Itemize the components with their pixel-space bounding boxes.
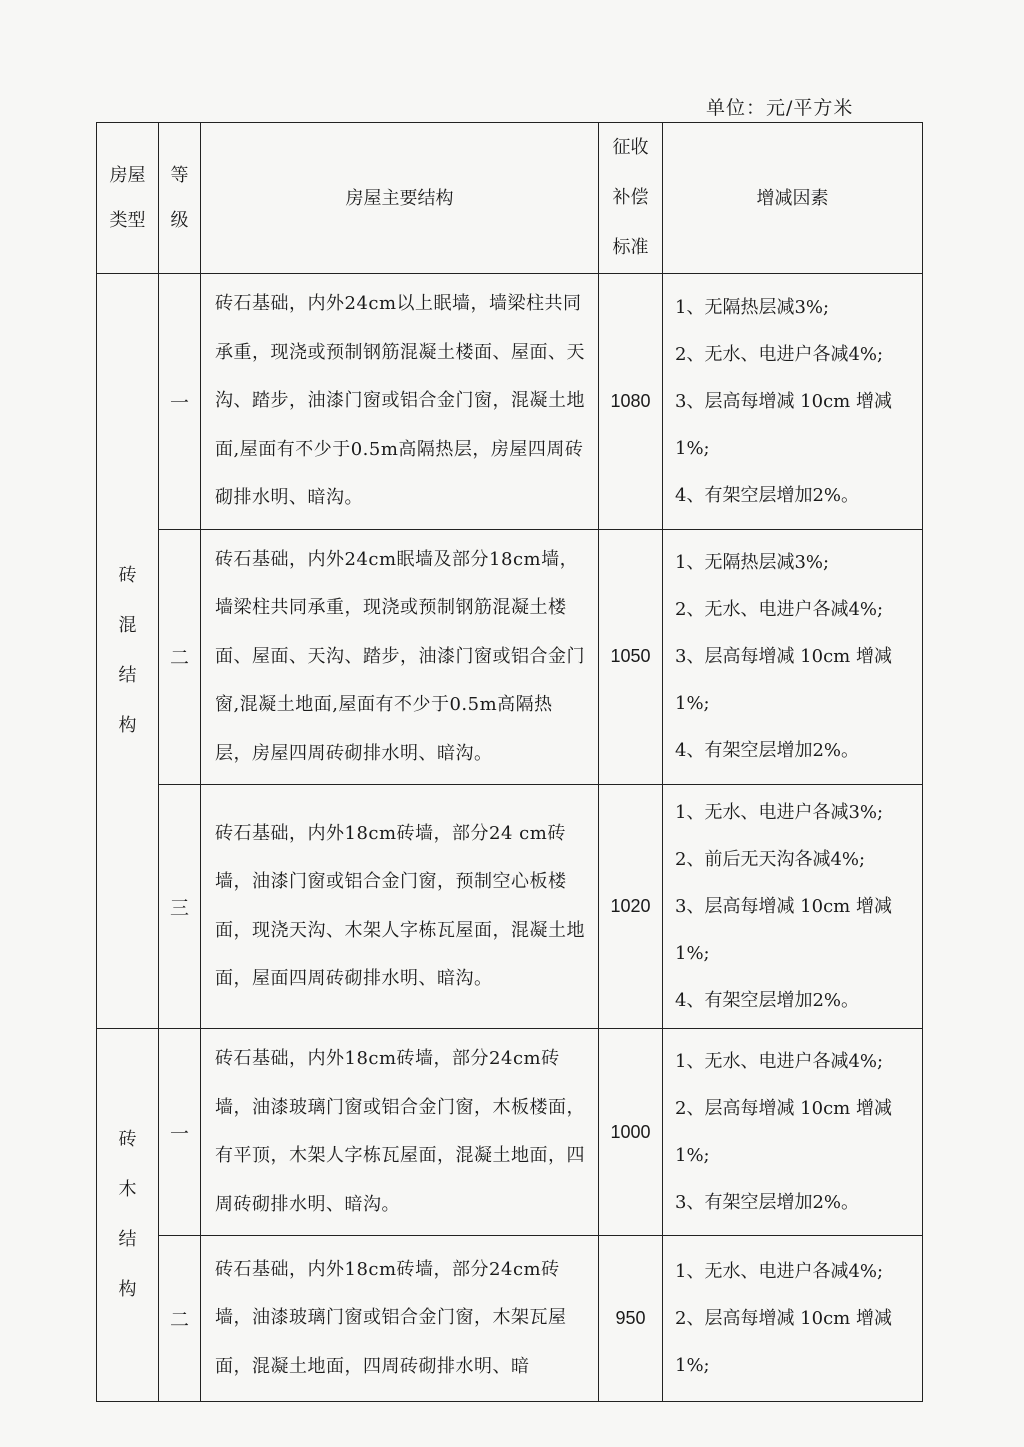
factor-item: 1、无隔热层减3%; <box>675 552 830 574</box>
header-factors: 增减因素 <box>663 123 923 274</box>
factor-item: 2、层高每增减 10cm 增减 1%; <box>675 1098 892 1166</box>
factor-item: 3、层高每增减 10cm 增减 1%; <box>675 646 892 715</box>
factor-item: 1、无隔热层减3%; <box>675 296 830 318</box>
header-grade: 等级 <box>159 123 201 274</box>
grade-cell: 三 <box>159 785 201 1029</box>
compensation-table <box>96 122 923 1402</box>
table-row <box>97 1236 923 1402</box>
header-row <box>97 123 923 274</box>
unit-label: 单位：元/平方米 <box>706 97 854 119</box>
factors-cell <box>663 1029 923 1236</box>
structure-cell: 砖石基础，内外24cm眠墙及部分18cm墙，墙梁柱共同承重，现浇或预制钢筋混凝土楼面、屋面、天沟、踏步，油漆门窗或铝合金门窗,混凝土地面,屋面有不少于0.5m高隔热层，房屋四周砖砌排水明、暗沟。 <box>201 529 599 785</box>
factors-cell <box>663 529 923 785</box>
standard-cell: 1050 <box>599 529 663 785</box>
factors-cell <box>663 785 923 1029</box>
factor-item: 3、有架空层增加2%。 <box>675 1192 860 1213</box>
table-row <box>97 785 923 1029</box>
grade-cell: 二 <box>159 1236 201 1402</box>
standard-cell: 1080 <box>599 274 663 530</box>
table-row <box>97 1029 923 1236</box>
structure-cell: 砖石基础，内外18cm砖墙，部分24 cm砖墙，油漆门窗或铝合金门窗，预制空心板楼面，现浇天沟、木架人字栋瓦屋面，混凝土地面，屋面四周砖砌排水明、暗沟。 <box>201 785 599 1029</box>
structure-cell: 砖石基础，内外24cm以上眠墙，墙梁柱共同承重，现浇或预制钢筋混凝土楼面、屋面、天沟、踏步，油漆门窗或铝合金门窗，混凝土地面,屋面有不少于0.5m高隔热层，房屋四周砖砌排水明、暗沟。 <box>201 274 599 530</box>
type-cell: 砖木结构 <box>97 1029 159 1402</box>
factor-item: 1、无水、电进户各减4%; <box>675 1261 884 1282</box>
header-type: 房屋类型 <box>97 123 159 274</box>
grade-cell: 一 <box>159 1029 201 1236</box>
factors-cell <box>663 1236 923 1402</box>
standard-cell: 1020 <box>599 785 663 1029</box>
factor-item: 4、有架空层增加2%。 <box>675 990 860 1011</box>
structure-cell: 砖石基础，内外18cm砖墙，部分24cm砖墙，油漆玻璃门窗或铝合金门窗，木板楼面，有平顶，木架人字栋瓦屋面，混凝土地面，四周砖砌排水明、暗沟。 <box>201 1029 599 1236</box>
standard-cell: 950 <box>599 1236 663 1402</box>
factor-item: 2、层高每增减 10cm 增减 1%; <box>675 1308 892 1376</box>
factor-item: 1、无水、电进户各减4%; <box>675 1051 884 1072</box>
factor-item: 3、层高每增减 10cm 增减 1%; <box>675 390 892 459</box>
structure-cell: 砖石基础，内外18cm砖墙，部分24cm砖墙，油漆玻璃门窗或铝合金门窗，木架瓦屋面，混凝土地面，四周砖砌排水明、暗 <box>201 1236 599 1402</box>
factor-item: 2、前后无天沟各减4%; <box>675 849 866 870</box>
table-row <box>97 274 923 530</box>
standard-cell: 1000 <box>599 1029 663 1236</box>
type-cell: 砖混结构 <box>97 274 159 1029</box>
header-standard: 征收补偿标准 <box>599 123 663 274</box>
grade-cell: 二 <box>159 529 201 785</box>
factor-item: 3、层高每增减 10cm 增减 1%; <box>675 896 892 964</box>
factor-item: 4、有架空层增加2%。 <box>675 740 860 762</box>
factor-item: 1、无水、电进户各减3%; <box>675 802 884 823</box>
table-row <box>97 529 923 785</box>
factors-cell <box>663 274 923 530</box>
factor-item: 4、有架空层增加2%。 <box>675 484 860 506</box>
grade-cell: 一 <box>159 274 201 530</box>
factor-item: 2、无水、电进户各减4%; <box>675 599 884 621</box>
factor-item: 2、无水、电进户各减4%; <box>675 343 884 365</box>
header-structure: 房屋主要结构 <box>201 123 599 274</box>
